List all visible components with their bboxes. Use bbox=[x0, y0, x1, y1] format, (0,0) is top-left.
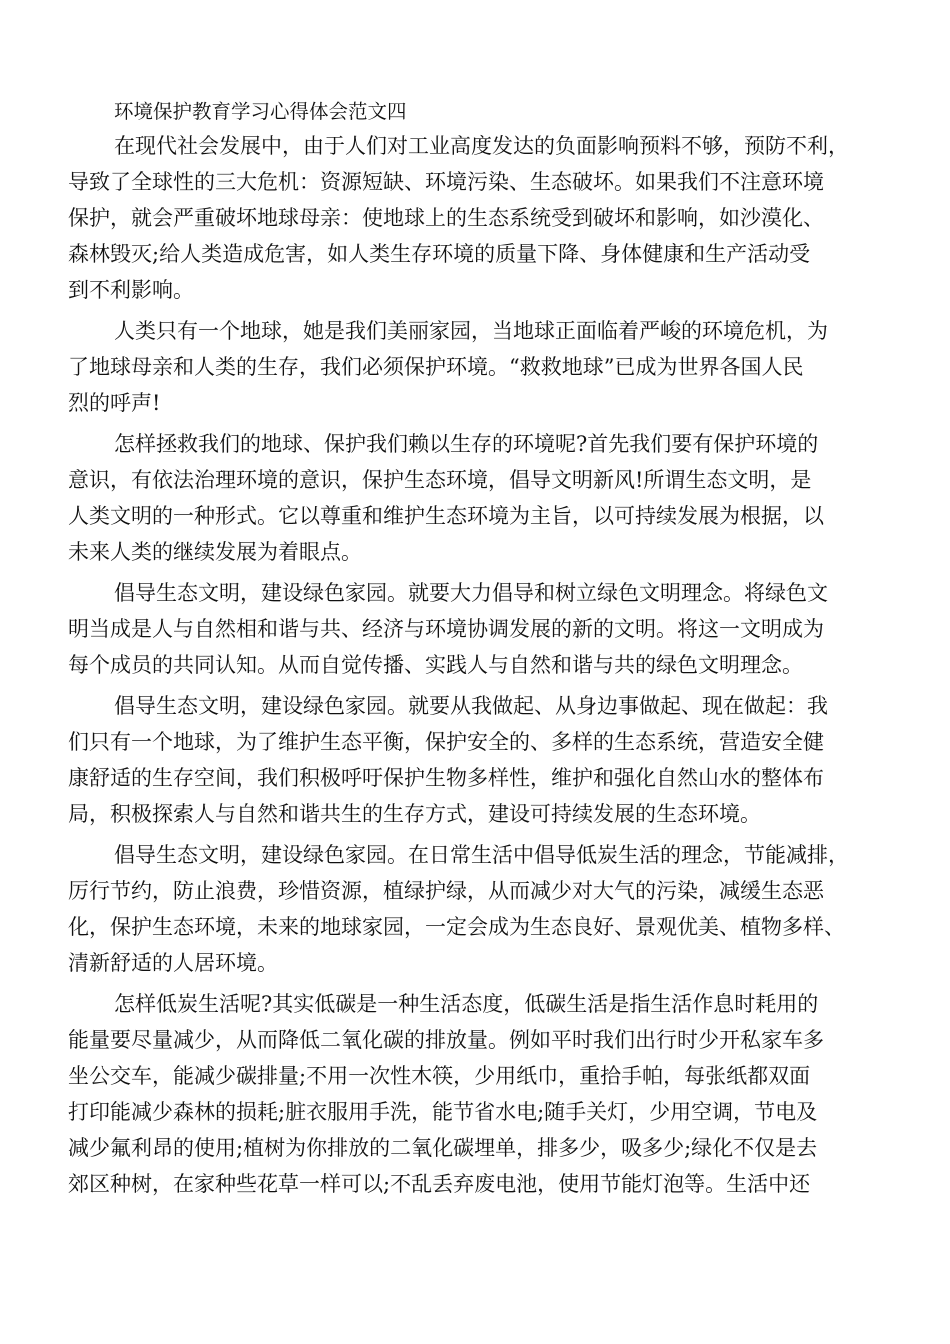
paragraph-line: 减少氟利昂的使用;植树为你排放的二氧化碳埋单，排多少，吸多少;绿化不仅是去 bbox=[68, 1136, 818, 1160]
body-paragraph bbox=[68, 426, 896, 570]
document-page bbox=[68, 96, 896, 1207]
paragraph-line: 了地球母亲和人类的生存，我们必须保护环境。“救救地球”已成为世界各国人民 bbox=[68, 355, 804, 379]
paragraph-line: 厉行节约，防止浪费，珍惜资源，植绿护绿，从而减少对大气的污染，减缓生态恶 bbox=[68, 879, 824, 903]
paragraph-line: 人类文明的一种形式。它以尊重和维护生态环境为主旨，以可持续发展为根据，以 bbox=[68, 504, 824, 528]
paragraph-line: 倡导生态文明，建设绿色家园。就要从我做起、从身边事做起、现在做起：我 bbox=[114, 694, 828, 718]
paragraph-line: 导致了全球性的三大危机：资源短缺、环境污染、生态破坏。如果我们不注意环境 bbox=[68, 170, 824, 194]
paragraph-line: 意识，有依法治理环境的意识，保护生态环境，倡导文明新风!所谓生态文明，是 bbox=[68, 468, 812, 492]
paragraph-line: 坐公交车，能减少碳排量;不用一次性木筷，少用纸巾，重拾手帕，每张纸都双面 bbox=[68, 1064, 811, 1088]
document-body bbox=[68, 128, 896, 1202]
paragraph-line: 打印能减少森林的损耗;脏衣服用手洗，能节省水电;随手关灯，少用空调，节电及 bbox=[68, 1100, 818, 1124]
paragraph-line: 每个成员的共同认知。从而自觉传播、实践人与自然和谐与共的绿色文明理念。 bbox=[68, 653, 803, 677]
paragraph-line: 保护，就会严重破坏地球母亲：使地球上的生态系统受到破坏和影响，如沙漠化、 bbox=[68, 206, 824, 230]
paragraph-line: 烈的呼声! bbox=[68, 391, 161, 415]
paragraph-line: 怎样低炭生活呢?其实低碳是一种生活态度，低碳生活是指生活作息时耗用的 bbox=[114, 992, 819, 1016]
paragraph-line: 明当成是人与自然相和谐与共、经济与环境协调发展的新的文明。将这一文明成为 bbox=[68, 617, 824, 641]
body-paragraph bbox=[68, 837, 896, 981]
paragraph-line: 们只有一个地球，为了维护生态平衡，保护安全的、多样的生态系统，营造安全健 bbox=[68, 730, 824, 754]
body-paragraph bbox=[68, 128, 896, 308]
paragraph-line: 未来人类的继续发展为着眼点。 bbox=[68, 540, 362, 564]
body-paragraph bbox=[68, 575, 896, 683]
paragraph-line: 能量要尽量减少，从而降低二氧化碳的排放量。例如平时我们出行时少开私家车多 bbox=[68, 1028, 824, 1052]
paragraph-line: 清新舒适的人居环境。 bbox=[68, 951, 278, 975]
paragraph-line: 怎样拯救我们的地球、保护我们赖以生存的环境呢?首先我们要有保护环境的 bbox=[114, 432, 819, 456]
document-title: 环境保护教育学习心得体会范文四 bbox=[114, 100, 407, 123]
paragraph-line: 郊区种树，在家种些花草一样可以;不乱丢弃废电池，使用节能灯泡等。生活中还 bbox=[68, 1172, 811, 1196]
paragraph-line: 人类只有一个地球，她是我们美丽家园，当地球正面临着严峻的环境危机，为 bbox=[114, 319, 828, 343]
body-paragraph bbox=[68, 986, 896, 1202]
paragraph-line: 森林毁灭;给人类造成危害，如人类生存环境的质量下降、身体健康和生产活动受 bbox=[68, 242, 811, 266]
paragraph-line: 到不利影响。 bbox=[68, 278, 194, 302]
paragraph-line: 倡导生态文明，建设绿色家园。就要大力倡导和树立绿色文明理念。将绿色文 bbox=[114, 581, 828, 605]
paragraph-line: 倡导生态文明，建设绿色家园。在日常生活中倡导低炭生活的理念，节能减排， bbox=[114, 843, 849, 867]
paragraph-line: 化，保护生态环境，未来的地球家园，一定会成为生态良好、景观优美、植物多样、 bbox=[68, 915, 845, 939]
paragraph-line: 在现代社会发展中，由于人们对工业高度发达的负面影响预料不够，预防不利， bbox=[114, 134, 849, 158]
body-paragraph bbox=[68, 313, 896, 421]
paragraph-line: 康舒适的生存空间，我们积极呼吁保护生物多样性，维护和强化自然山水的整体布 bbox=[68, 766, 824, 790]
paragraph-line: 局，积极探索人与自然和谐共生的生存方式，建设可持续发展的生态环境。 bbox=[68, 802, 761, 826]
body-paragraph bbox=[68, 688, 896, 832]
